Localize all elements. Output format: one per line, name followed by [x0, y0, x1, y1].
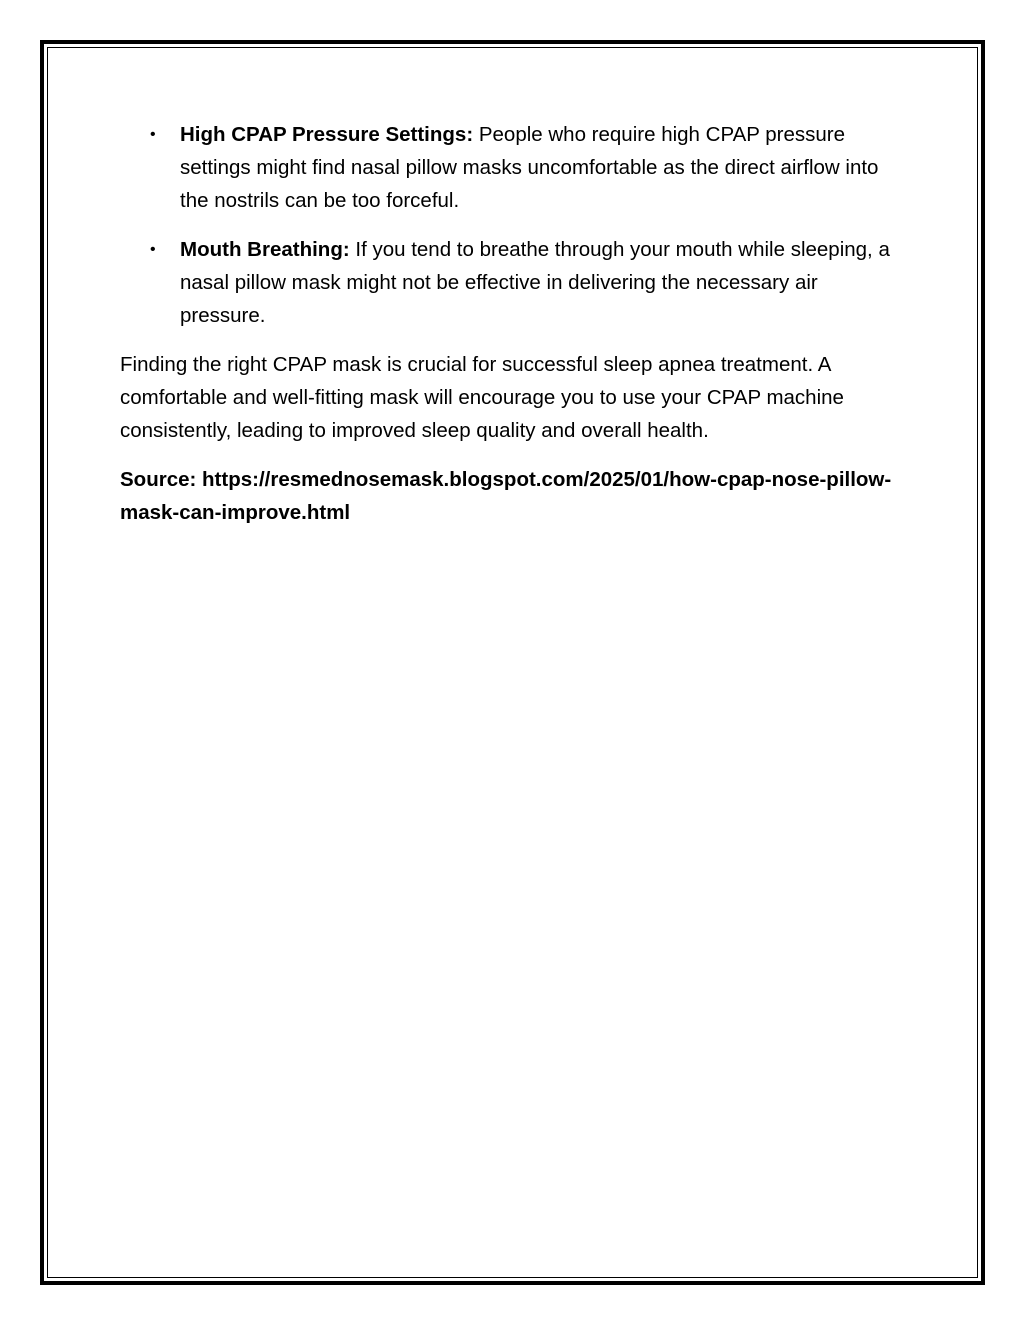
source-label: Source: [120, 468, 197, 491]
bullet-term: Mouth Breathing: [180, 238, 350, 261]
list-item [120, 233, 900, 332]
bullet-term: High CPAP Pressure Settings: [180, 123, 474, 146]
bullet-text: People who require high CPAP pressure settings might find nasal pillow masks uncomfortable as the direct airflow into the nostrils can be too forceful. [180, 123, 879, 212]
source-url: https://resmednosemask.blogspot.com/2025/01/how-cpap-nose-pillow-mask-can-improve.html [120, 468, 892, 524]
list-item [120, 118, 900, 217]
bullet-list [120, 118, 900, 332]
body-paragraph: Finding the right CPAP mask is crucial for successful sleep apnea treatment. A comfortable and well-fitting mask will encourage you to use your CPAP machine consistently, leading to improved sleep quality and overall health. [120, 353, 844, 442]
bullet-icon: • [150, 126, 156, 143]
bullet-text: If you tend to breathe through your mouth while sleeping, a nasal pillow mask might not be effective in delivering the necessary air pressure. [180, 238, 890, 327]
document-body [120, 118, 900, 529]
bullet-icon: • [150, 241, 156, 258]
source-line [120, 463, 900, 529]
